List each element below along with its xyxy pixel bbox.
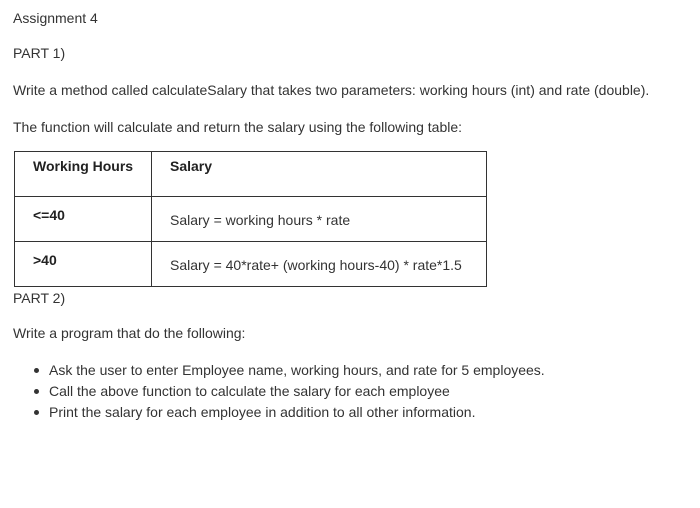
table-cell <box>15 197 152 242</box>
part1-description: Write a method called calculateSalary that takes two parameters: working hours (int) and rate (double). <box>13 82 650 98</box>
header-working-hours: Working Hours <box>33 158 134 174</box>
formula-cell: Salary = 40*rate+ (working hours-40) * rate*1.5 <box>170 257 462 273</box>
table-header-cell <box>15 152 152 197</box>
condition-cell: <=40 <box>33 207 65 223</box>
table-row <box>15 197 487 242</box>
table-row <box>15 242 487 287</box>
salary-table <box>14 151 487 287</box>
list-item <box>13 402 545 423</box>
part2-description: Write a program that do the following: <box>13 325 246 341</box>
table-cell <box>152 197 487 242</box>
part1-heading: PART 1) <box>13 45 66 61</box>
table-header-cell <box>152 152 487 197</box>
header-salary: Salary <box>170 158 213 174</box>
list-item-text: Ask the user to enter Employee name, working hours, and rate for 5 employees. <box>49 362 545 378</box>
part2-heading: PART 2) <box>13 290 66 306</box>
list-item-text: Call the above function to calculate the salary for each employee <box>49 383 450 399</box>
condition-cell: >40 <box>33 252 57 268</box>
table-intro: The function will calculate and return the salary using the following table: <box>13 119 463 135</box>
table-cell <box>152 242 487 287</box>
assignment-title: Assignment 4 <box>13 10 98 26</box>
list-item <box>13 360 545 381</box>
formula-cell: Salary = working hours * rate <box>170 212 351 228</box>
table-cell <box>15 242 152 287</box>
table-header-row <box>15 152 487 197</box>
list-item <box>13 381 545 402</box>
bullet-icon <box>34 389 39 394</box>
requirements-list <box>13 360 545 423</box>
bullet-icon <box>34 368 39 373</box>
bullet-icon <box>34 410 39 415</box>
list-item-text: Print the salary for each employee in addition to all other information. <box>49 404 476 420</box>
